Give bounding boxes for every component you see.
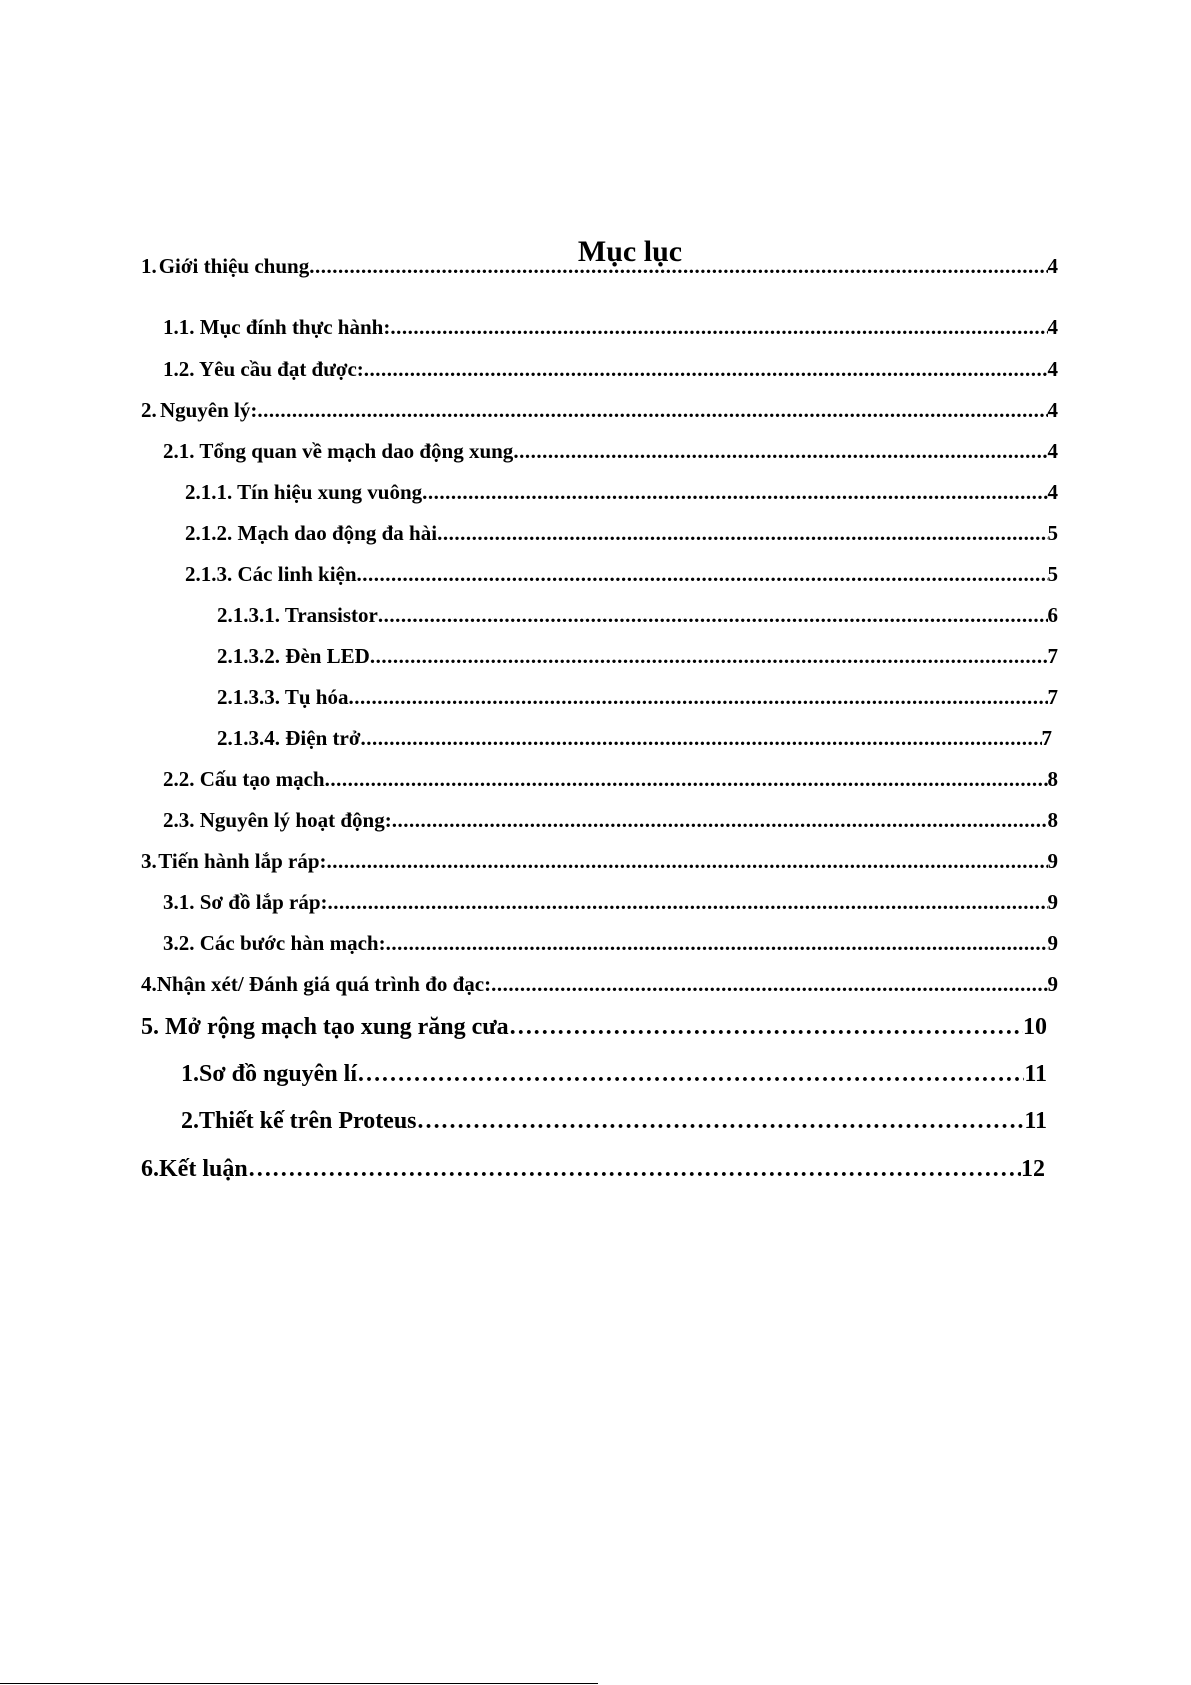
toc-entry-number: 4. <box>141 972 157 996</box>
toc-leader <box>357 1057 1024 1091</box>
toc-entry-label: 5. Mở rộng mạch tạo xung răng cưa <box>141 1014 509 1040</box>
toc-entry-page: 5 <box>1047 562 1058 586</box>
toc-entry-number: 2. <box>141 398 157 422</box>
toc-entry-page: 7 <box>1047 685 1058 709</box>
toc-entry-page: 9 <box>1047 931 1058 955</box>
toc-entry-label: 2.1.3.1. Transistor <box>217 603 378 627</box>
toc-entry-label: Nhận xét/ Đánh giá quá trình đo đạc: <box>156 972 492 996</box>
footer-rule <box>0 1683 598 1684</box>
toc-entry-number: 1. <box>141 254 157 278</box>
toc-entry-page: 4 <box>1047 480 1058 504</box>
toc-entry-label: 3.2. Các bước hàn mạch: <box>163 931 386 955</box>
toc-entry-page: 6 <box>1047 603 1058 627</box>
page-title: Mục lục <box>577 235 683 268</box>
toc-leader <box>248 1152 1021 1186</box>
toc-leader <box>325 764 1048 794</box>
toc-entry-3-1[interactable] <box>163 887 1058 917</box>
toc-entry-page: 9 <box>1047 849 1058 873</box>
toc-leader <box>417 1104 1025 1138</box>
toc-leader <box>357 559 1048 589</box>
toc-entry-6[interactable] <box>141 1152 1045 1186</box>
toc-leader <box>360 723 1041 753</box>
toc-entry-5-1[interactable] <box>181 1057 1047 1091</box>
toc-entry-2-3[interactable] <box>163 805 1058 835</box>
toc-entry-label: 1.1. Mục đính thực hành: <box>163 315 391 339</box>
toc-entry-page: 7 <box>1047 644 1058 668</box>
toc-entry-1[interactable] <box>141 251 1058 281</box>
toc-entry-page: 5 <box>1047 521 1058 545</box>
toc-entry-label: 2.1.2. Mạch dao động đa hài <box>185 521 438 545</box>
toc-entry-label: 1.2. Yêu cầu đạt được: <box>163 357 364 381</box>
toc-leader <box>509 1010 1023 1044</box>
toc-entry-page: 4 <box>1047 439 1058 463</box>
toc-entry-page: 11 <box>1024 1061 1047 1087</box>
toc-entry-2-1-3-1[interactable] <box>217 600 1058 630</box>
toc-leader <box>364 354 1048 384</box>
toc-leader <box>390 312 1047 342</box>
toc-entry-page: 4 <box>1047 398 1058 422</box>
toc-leader <box>349 682 1048 712</box>
toc-entry-label: 3.1. Sơ đồ lắp ráp: <box>163 890 328 914</box>
toc-entry-label: 2.1.3.3. Tụ hóa <box>217 685 349 709</box>
toc-entry-label: 2.Thiết kế trên Proteus <box>181 1108 417 1134</box>
toc-entry-label: 2.3. Nguyên lý hoạt động: <box>163 808 392 832</box>
toc-entry-2[interactable] <box>141 395 1058 425</box>
toc-entry-2-1-3-3[interactable] <box>217 682 1058 712</box>
toc-leader <box>327 846 1048 876</box>
toc-entry-page: 11 <box>1024 1108 1047 1134</box>
toc-leader <box>392 805 1048 835</box>
toc-entry-2-1-2[interactable] <box>185 518 1058 548</box>
toc-entry-1-1[interactable] <box>163 312 1058 342</box>
toc-entry-2-1-1[interactable] <box>185 477 1058 507</box>
toc-entry-1-2[interactable] <box>163 354 1058 384</box>
toc-entry-page: 8 <box>1047 808 1058 832</box>
toc-leader <box>386 928 1048 958</box>
toc-entry-label: Giới thiệu chung <box>158 254 310 278</box>
toc-entry-label: 2.2. Cấu tạo mạch <box>163 767 325 791</box>
toc-entry-4[interactable] <box>141 969 1058 999</box>
toc-entry-number: 3. <box>141 849 157 873</box>
toc-entry-page: 4 <box>1047 254 1058 278</box>
toc-entry-label: 6.Kết luận <box>141 1156 248 1182</box>
toc-entry-3-2[interactable] <box>163 928 1058 958</box>
toc-entry-2-2[interactable] <box>163 764 1058 794</box>
toc-leader <box>370 641 1048 671</box>
toc-leader <box>491 969 1047 999</box>
toc-entry-2-1[interactable] <box>163 436 1058 466</box>
toc-entry-label: 2.1. Tổng quan về mạch dao động xung <box>163 439 514 463</box>
toc-entry-label: 2.1.3.4. Điện trở <box>217 726 361 750</box>
toc-entry-page: 9 <box>1047 890 1058 914</box>
toc-entry-label: Tiến hành lắp ráp: <box>158 849 327 873</box>
toc-entry-page: 8 <box>1047 767 1058 791</box>
toc-entry-page: 4 <box>1047 357 1058 381</box>
toc-entry-5-2[interactable] <box>181 1104 1047 1138</box>
toc-entry-label: 2.1.3.2. Đèn LED <box>217 644 370 668</box>
toc-entry-5[interactable] <box>141 1010 1047 1044</box>
toc-entry-2-1-3[interactable] <box>185 559 1058 589</box>
toc-leader <box>378 600 1048 630</box>
toc-entry-page: 7 <box>1041 726 1052 750</box>
toc-entry-page: 4 <box>1047 315 1058 339</box>
toc-entry-label: 2.1.1. Tín hiệu xung vuông <box>185 480 423 504</box>
toc-entry-label: Nguyên lý: <box>159 398 258 422</box>
toc-entry-2-1-3-4[interactable] <box>217 723 1052 753</box>
toc-leader <box>257 395 1047 425</box>
toc-entry-page: 12 <box>1021 1156 1045 1182</box>
toc-entry-3[interactable] <box>141 846 1058 876</box>
toc-entry-label: 1.Sơ đồ nguyên lí <box>181 1061 358 1087</box>
toc-leader <box>422 477 1047 507</box>
toc-leader <box>309 251 1047 281</box>
toc-leader <box>328 887 1048 917</box>
toc-entry-2-1-3-2[interactable] <box>217 641 1058 671</box>
toc-entry-label: 2.1.3. Các linh kiện <box>185 562 357 586</box>
toc-leader <box>513 436 1047 466</box>
toc-leader <box>437 518 1047 548</box>
toc-entry-page: 9 <box>1047 972 1058 996</box>
toc-entry-page: 10 <box>1023 1014 1047 1040</box>
